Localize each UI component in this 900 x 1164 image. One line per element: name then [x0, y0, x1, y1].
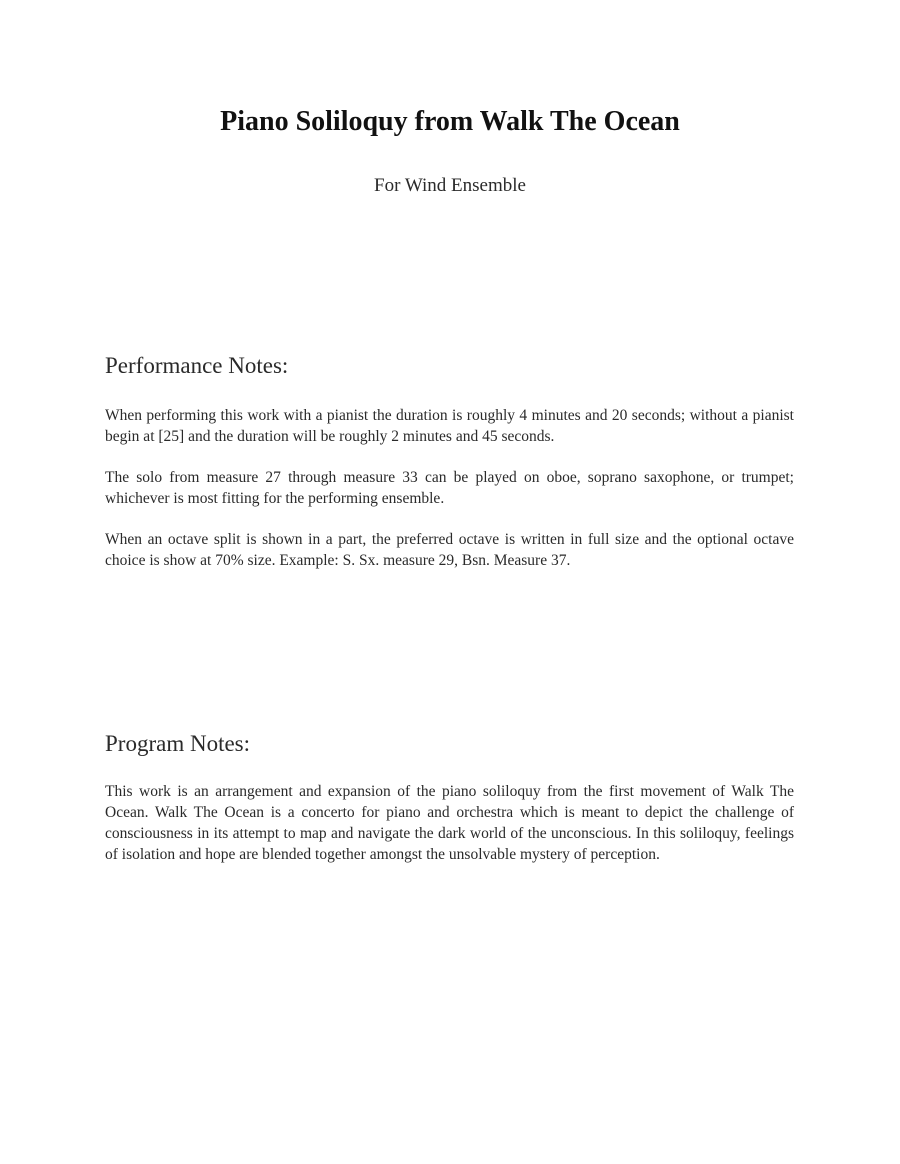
performance-note-paragraph: When an octave split is shown in a part, the preferred octave is written in full size and the optional octave choice is show at 70% size. Example: S. Sx. measure 29, Bsn. Measure 37.: [105, 531, 794, 569]
program-notes-heading: Program Notes:: [105, 731, 251, 756]
performance-note-paragraph: The solo from measure 27 through measure 33 can be played on oboe, soprano saxophone, or trumpet; whichever is most fitting for the performing ensemble.: [105, 469, 794, 507]
program-note-paragraph: This work is an arrangement and expansion of the piano soliloquy from the first movement of Walk The Ocean. Walk The Ocean is a concerto for piano and orchestra which is meant to depict the challenge of consciousness in its attempt to map and navigate the dark world of the unconscious. In this soliloquy, feelings of isolation and hope are blended together amongst the unsolvable mystery of perception.: [105, 783, 794, 863]
performance-notes-heading: Performance Notes:: [105, 353, 289, 378]
page-subtitle: For Wind Ensemble: [374, 175, 526, 196]
page-title: Piano Soliloquy from Walk The Ocean: [220, 106, 680, 137]
performance-note-paragraph: When performing this work with a pianist the duration is roughly 4 minutes and 20 seconds; without a pianist begin at [25] and the duration will be roughly 2 minutes and 45 seconds.: [105, 407, 794, 445]
